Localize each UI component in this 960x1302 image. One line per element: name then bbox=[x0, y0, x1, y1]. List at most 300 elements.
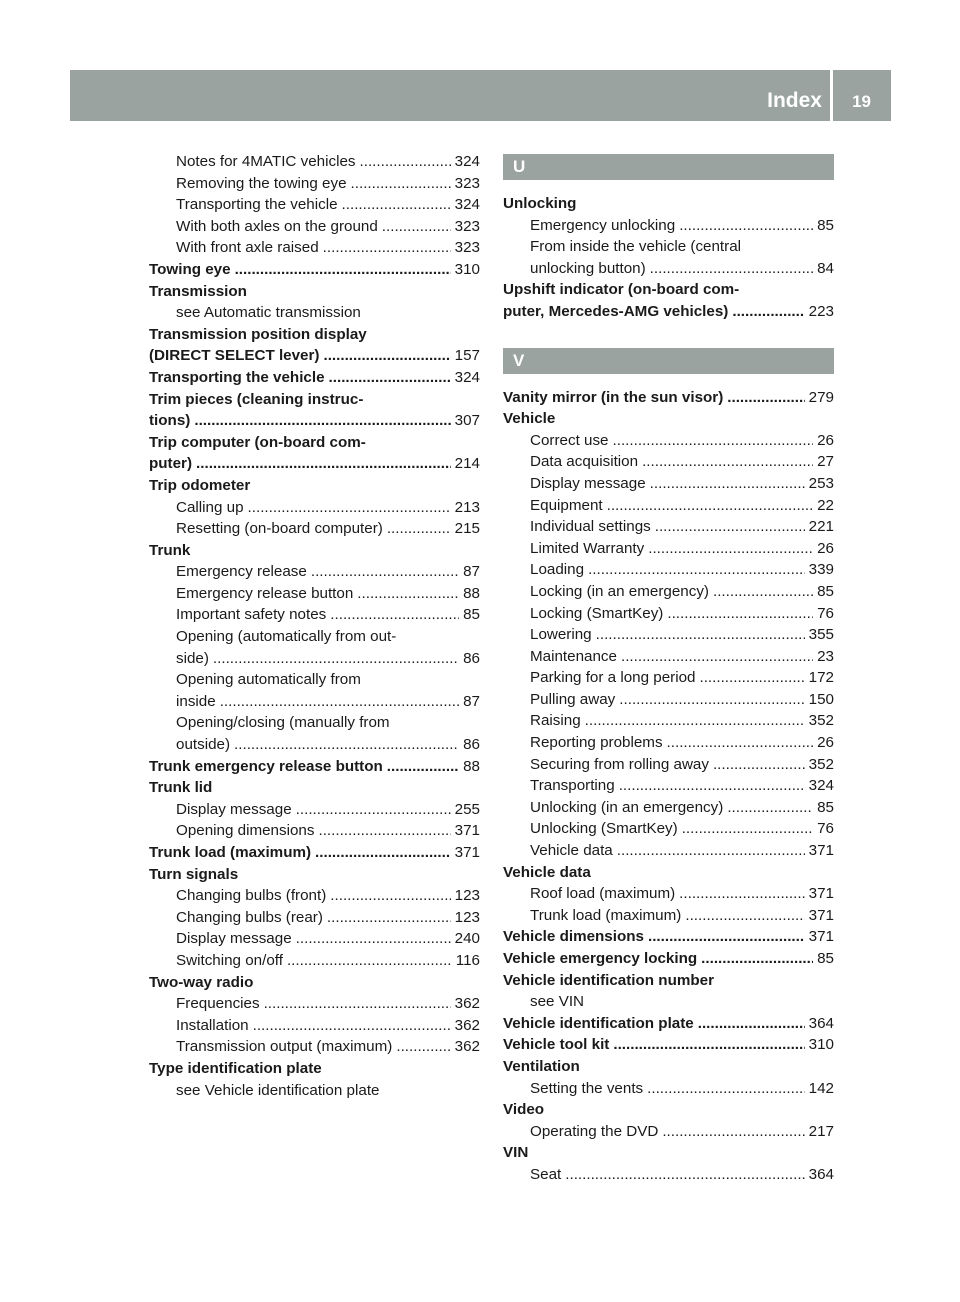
leader-dots bbox=[701, 948, 813, 970]
entry-line bbox=[149, 540, 480, 562]
entry-line bbox=[530, 840, 834, 862]
entry-line bbox=[530, 883, 834, 905]
entry-page: 27 bbox=[817, 453, 834, 471]
entry-page: 371 bbox=[808, 928, 834, 946]
leader-dots bbox=[235, 259, 451, 281]
index-subentry bbox=[149, 820, 480, 842]
leader-dots bbox=[682, 818, 813, 840]
entry-text: puter) bbox=[149, 455, 193, 473]
entry-text: Transmission bbox=[149, 282, 247, 300]
entry-page: 279 bbox=[808, 388, 834, 406]
index-subentry bbox=[149, 518, 480, 540]
entry-text: side) bbox=[176, 649, 209, 667]
entry-line bbox=[176, 734, 480, 756]
entry-text: Changing bulbs (rear) bbox=[176, 908, 323, 926]
entry-text: Vehicle emergency locking bbox=[503, 950, 698, 967]
entry-line bbox=[530, 732, 834, 754]
entry-page: 85 bbox=[817, 798, 834, 816]
entry-page: 364 bbox=[808, 1165, 834, 1183]
leader-dots bbox=[387, 756, 459, 778]
entry-line bbox=[530, 624, 834, 646]
leader-dots bbox=[667, 603, 813, 625]
index-subentry bbox=[503, 495, 834, 517]
leader-dots bbox=[727, 797, 813, 819]
leader-dots bbox=[650, 473, 805, 495]
entry-text: Raising bbox=[530, 712, 581, 730]
header-title: Index bbox=[767, 89, 822, 112]
index-entry bbox=[503, 387, 834, 409]
index-subentry bbox=[503, 797, 834, 819]
entry-text: Trunk load (maximum) bbox=[149, 844, 312, 861]
entry-text: Trunk bbox=[149, 541, 191, 559]
index-subentry bbox=[149, 173, 480, 195]
section-spacer bbox=[503, 323, 834, 345]
entry-text: Setting the vents bbox=[530, 1079, 644, 1097]
leader-dots bbox=[699, 667, 804, 689]
index-subentry bbox=[149, 497, 480, 519]
leader-dots bbox=[713, 754, 805, 776]
index-entry bbox=[503, 1034, 834, 1056]
index-entry bbox=[149, 777, 480, 799]
index-entry bbox=[149, 281, 480, 303]
index-subentry bbox=[503, 818, 834, 840]
entry-text: Calling up bbox=[176, 498, 244, 516]
leader-dots bbox=[621, 646, 813, 668]
index-entry bbox=[503, 970, 834, 992]
entry-line bbox=[530, 430, 834, 452]
entry-page: 364 bbox=[808, 1014, 834, 1032]
index-subentry bbox=[503, 646, 834, 668]
entry-text: Important safety notes bbox=[176, 606, 327, 624]
index-subentry bbox=[503, 624, 834, 646]
entry-line bbox=[176, 216, 480, 238]
entry-text: Video bbox=[503, 1101, 545, 1119]
entry-text: unlocking button) bbox=[530, 259, 646, 277]
entry-line bbox=[530, 603, 834, 625]
entry-line bbox=[176, 799, 480, 821]
entry-text: Locking (in an emergency) bbox=[530, 582, 709, 600]
entry-text: Two-way radio bbox=[149, 973, 254, 991]
leader-dots bbox=[196, 453, 451, 475]
entry-page: 310 bbox=[454, 260, 480, 278]
leader-dots bbox=[713, 581, 813, 603]
index-subentry bbox=[503, 840, 834, 862]
entry-line bbox=[149, 864, 480, 886]
index-subentry bbox=[149, 928, 480, 950]
leader-dots bbox=[667, 732, 814, 754]
leader-dots bbox=[650, 258, 813, 280]
leader-dots bbox=[351, 173, 451, 195]
index-subentry bbox=[503, 473, 834, 495]
entry-text: Ventilation bbox=[503, 1057, 580, 1075]
leader-dots bbox=[329, 367, 451, 389]
entry-page: 255 bbox=[454, 800, 480, 818]
index-entry bbox=[149, 864, 480, 886]
entry-text: Trunk lid bbox=[149, 779, 213, 797]
entry-text: Data acquisition bbox=[530, 453, 639, 471]
entry-text: Display message bbox=[176, 800, 292, 818]
leader-dots bbox=[387, 518, 451, 540]
leader-dots bbox=[619, 689, 804, 711]
index-entry bbox=[149, 324, 480, 367]
entry-page: 87 bbox=[463, 692, 480, 710]
entry-line bbox=[530, 495, 834, 517]
entry-page: 76 bbox=[817, 820, 834, 838]
entry-line bbox=[503, 1013, 834, 1035]
index-entry bbox=[149, 1058, 480, 1080]
entry-line bbox=[503, 862, 834, 884]
entry-page: 123 bbox=[454, 887, 480, 905]
entry-text: Equipment bbox=[530, 496, 603, 514]
entry-page: 371 bbox=[454, 844, 480, 861]
entry-text: Trunk load (maximum) bbox=[530, 906, 682, 924]
entry-line bbox=[530, 818, 834, 840]
entry-line bbox=[176, 497, 480, 519]
entry-text: Changing bulbs (front) bbox=[176, 887, 327, 905]
entry-page: 215 bbox=[454, 520, 480, 538]
index-subentry bbox=[503, 236, 834, 279]
entry-line bbox=[530, 516, 834, 538]
index-subentry bbox=[503, 215, 834, 237]
leader-dots bbox=[296, 928, 451, 950]
index-subentry bbox=[503, 883, 834, 905]
entry-page: 22 bbox=[817, 496, 834, 514]
leader-dots bbox=[596, 624, 805, 646]
entry-text: Opening dimensions bbox=[176, 822, 315, 840]
entry-text: Transmission position display bbox=[149, 325, 367, 343]
index-entry bbox=[503, 862, 834, 884]
entry-page: 310 bbox=[808, 1036, 834, 1054]
entry-page: 23 bbox=[817, 647, 834, 665]
entry-page: 26 bbox=[817, 431, 834, 449]
index-subentry bbox=[503, 775, 834, 797]
entry-text: Securing from rolling away bbox=[530, 755, 709, 773]
entry-text: Vehicle bbox=[503, 410, 556, 428]
entry-text: Emergency unlocking bbox=[530, 216, 676, 234]
entry-line bbox=[176, 626, 480, 648]
index-subentry bbox=[149, 950, 480, 972]
entry-text: Vehicle data bbox=[530, 842, 613, 860]
index-subentry bbox=[149, 561, 480, 583]
entry-page: 223 bbox=[808, 302, 834, 320]
entry-page: 214 bbox=[454, 455, 480, 473]
index-column-right bbox=[503, 151, 834, 1186]
leader-dots bbox=[648, 538, 813, 560]
entry-text: Trip computer (on-board com- bbox=[149, 433, 366, 451]
leader-dots bbox=[360, 151, 451, 173]
entry-line bbox=[530, 775, 834, 797]
entry-page: 85 bbox=[817, 216, 834, 234]
entry-line bbox=[530, 538, 834, 560]
leader-dots bbox=[357, 583, 459, 605]
entry-text: Transporting the vehicle bbox=[149, 368, 325, 386]
index-subentry bbox=[503, 689, 834, 711]
entry-text: Trip odometer bbox=[149, 476, 251, 494]
leader-dots bbox=[588, 559, 805, 581]
index-entry bbox=[149, 367, 480, 389]
entry-page: 116 bbox=[455, 951, 480, 969]
index-entry bbox=[149, 540, 480, 562]
entry-line bbox=[503, 193, 834, 215]
entry-line bbox=[530, 754, 834, 776]
entry-page: 371 bbox=[808, 885, 834, 903]
leader-dots bbox=[647, 1078, 805, 1100]
index-subentry bbox=[149, 302, 480, 324]
entry-text: Towing eye bbox=[149, 260, 231, 278]
index-subentry bbox=[503, 732, 834, 754]
entry-page: 142 bbox=[808, 1079, 834, 1097]
index-subentry bbox=[149, 1015, 480, 1037]
entry-page: 323 bbox=[454, 217, 480, 235]
leader-dots bbox=[264, 993, 451, 1015]
entry-text: Transporting the vehicle bbox=[176, 196, 338, 214]
index-subentry bbox=[503, 1121, 834, 1143]
leader-dots bbox=[685, 905, 804, 927]
entry-line bbox=[176, 604, 480, 626]
entry-line bbox=[503, 387, 834, 409]
entry-line bbox=[176, 1036, 480, 1058]
entry-text: see VIN bbox=[530, 993, 585, 1011]
entry-page: 172 bbox=[808, 669, 834, 687]
entry-text: puter, Mercedes-AMG vehicles) bbox=[503, 302, 729, 320]
leader-dots bbox=[382, 216, 451, 238]
entry-page: 76 bbox=[817, 604, 834, 622]
entry-page: 150 bbox=[808, 690, 834, 708]
entry-text: Correct use bbox=[530, 431, 609, 449]
leader-dots bbox=[607, 495, 813, 517]
entry-page: 240 bbox=[454, 930, 480, 948]
entry-text: Unlocking (SmartKey) bbox=[530, 820, 678, 838]
entry-text: Emergency release bbox=[176, 563, 307, 581]
entry-line bbox=[149, 345, 480, 367]
index-subentry bbox=[503, 559, 834, 581]
entry-line bbox=[176, 691, 480, 713]
index-subentry bbox=[503, 667, 834, 689]
entry-page: 324 bbox=[454, 196, 480, 214]
leader-dots bbox=[617, 840, 805, 862]
index-entry bbox=[149, 389, 480, 432]
index-subentry bbox=[503, 1078, 834, 1100]
entry-text: outside) bbox=[176, 736, 231, 754]
index-subentry bbox=[503, 905, 834, 927]
leader-dots bbox=[679, 215, 813, 237]
leader-dots bbox=[585, 710, 805, 732]
leader-dots bbox=[330, 604, 459, 626]
entry-line bbox=[530, 581, 834, 603]
entry-page: 85 bbox=[463, 606, 480, 624]
entry-text: Unlocking bbox=[503, 195, 577, 212]
leader-dots bbox=[613, 430, 814, 452]
index-subentry bbox=[503, 603, 834, 625]
entry-line bbox=[176, 712, 480, 734]
index-subentry bbox=[149, 1036, 480, 1058]
entry-page: 323 bbox=[454, 174, 480, 192]
leader-dots bbox=[619, 775, 805, 797]
leader-dots bbox=[662, 1121, 804, 1143]
entry-text: Vanity mirror (in the sun visor) bbox=[503, 388, 724, 406]
entry-line bbox=[503, 408, 834, 430]
entry-line bbox=[530, 689, 834, 711]
index-entry bbox=[503, 193, 834, 215]
entry-text: tions) bbox=[149, 412, 191, 430]
entry-line bbox=[503, 1142, 834, 1164]
entry-page: 86 bbox=[463, 649, 480, 667]
section-letter: V bbox=[503, 348, 834, 374]
index-subentry bbox=[149, 604, 480, 626]
entry-line bbox=[176, 237, 480, 259]
entry-line bbox=[503, 948, 834, 970]
entry-page: 157 bbox=[454, 347, 480, 365]
leader-dots bbox=[613, 1034, 804, 1056]
entry-line bbox=[176, 669, 480, 691]
entry-line bbox=[149, 281, 480, 303]
entry-line bbox=[176, 950, 480, 972]
entry-text: Seat bbox=[530, 1165, 562, 1183]
entry-line bbox=[503, 301, 834, 323]
entry-text: Locking (SmartKey) bbox=[530, 604, 664, 622]
entry-line bbox=[149, 410, 480, 432]
entry-text: Frequencies bbox=[176, 995, 260, 1013]
index-subentry bbox=[149, 993, 480, 1015]
entry-page: 362 bbox=[454, 1038, 480, 1056]
entry-text: Transmission output (maximum) bbox=[176, 1038, 393, 1056]
index-subentry bbox=[503, 430, 834, 452]
entry-text: Opening (automatically from out- bbox=[176, 628, 397, 646]
entry-line bbox=[530, 710, 834, 732]
leader-dots bbox=[323, 237, 451, 259]
entry-line bbox=[176, 194, 480, 216]
entry-line bbox=[149, 842, 480, 864]
entry-line bbox=[176, 518, 480, 540]
index-subentry bbox=[503, 538, 834, 560]
entry-text: Turn signals bbox=[149, 865, 239, 883]
entry-page: 88 bbox=[463, 584, 480, 602]
index-subentry bbox=[149, 1080, 480, 1102]
page-header bbox=[70, 70, 891, 121]
entry-page: 85 bbox=[817, 582, 834, 600]
entry-page: 253 bbox=[808, 474, 834, 492]
leader-dots bbox=[220, 691, 459, 713]
entry-line bbox=[149, 324, 480, 346]
entry-line bbox=[530, 473, 834, 495]
entry-page: 87 bbox=[463, 563, 480, 581]
leader-dots bbox=[327, 907, 451, 929]
entry-line bbox=[503, 279, 834, 301]
entry-text: Switching on/off bbox=[176, 951, 283, 969]
leader-dots bbox=[565, 1164, 804, 1186]
index-subentry bbox=[149, 885, 480, 907]
index-subentry bbox=[149, 669, 480, 712]
entry-page: 88 bbox=[463, 757, 480, 775]
entry-page: 323 bbox=[454, 239, 480, 257]
entry-line bbox=[176, 1080, 480, 1102]
leader-dots bbox=[248, 497, 451, 519]
entry-text: Trim pieces (cleaning instruc- bbox=[149, 390, 364, 408]
entry-page: 355 bbox=[808, 626, 834, 644]
entry-line bbox=[503, 1056, 834, 1078]
leader-dots bbox=[648, 926, 805, 948]
index-subentry bbox=[503, 581, 834, 603]
entry-line bbox=[176, 820, 480, 842]
header-divider bbox=[830, 70, 833, 121]
entry-line bbox=[530, 215, 834, 237]
entry-line bbox=[503, 1099, 834, 1121]
entry-text: Parking for a long period bbox=[530, 669, 696, 687]
entry-line bbox=[176, 1015, 480, 1037]
entry-text: inside bbox=[176, 692, 216, 710]
index-column-left bbox=[149, 151, 480, 1101]
index-entry bbox=[503, 1099, 834, 1121]
leader-dots bbox=[318, 820, 450, 842]
entry-line bbox=[530, 905, 834, 927]
entry-page: 324 bbox=[454, 368, 480, 386]
entry-line bbox=[530, 1078, 834, 1100]
leader-dots bbox=[330, 885, 450, 907]
index-entry bbox=[503, 1056, 834, 1078]
index-entry bbox=[503, 926, 834, 948]
index-subentry bbox=[503, 991, 834, 1013]
entry-line bbox=[530, 797, 834, 819]
index-entry bbox=[503, 948, 834, 970]
entry-page: 324 bbox=[454, 153, 480, 170]
entry-text: Display message bbox=[176, 930, 292, 948]
index-entry bbox=[149, 756, 480, 778]
entry-text: Removing the towing eye bbox=[176, 174, 347, 192]
entry-line bbox=[530, 559, 834, 581]
leader-dots bbox=[655, 516, 805, 538]
entry-line bbox=[176, 993, 480, 1015]
index-subentry bbox=[149, 237, 480, 259]
entry-text: Individual settings bbox=[530, 518, 651, 536]
entry-line bbox=[530, 1121, 834, 1143]
entry-line bbox=[149, 972, 480, 994]
entry-page: 371 bbox=[808, 842, 834, 860]
entry-text: Roof load (maximum) bbox=[530, 885, 676, 903]
index-subentry bbox=[149, 712, 480, 755]
entry-page: 362 bbox=[454, 1016, 480, 1034]
entry-line bbox=[530, 236, 834, 258]
entry-text: From inside the vehicle (central bbox=[530, 238, 742, 256]
index-subentry bbox=[503, 451, 834, 473]
entry-line bbox=[149, 259, 480, 281]
index-subentry bbox=[149, 151, 480, 173]
entry-line bbox=[176, 907, 480, 929]
entry-text: With both axles on the ground bbox=[176, 217, 378, 235]
index-entry bbox=[149, 432, 480, 475]
index-entry bbox=[149, 475, 480, 497]
entry-text: Maintenance bbox=[530, 647, 617, 665]
entry-page: 26 bbox=[817, 734, 834, 752]
entry-line bbox=[149, 389, 480, 411]
section-letter: U bbox=[503, 154, 834, 180]
entry-line bbox=[176, 173, 480, 195]
leader-dots bbox=[732, 301, 804, 323]
entry-text: (DIRECT SELECT lever) bbox=[149, 347, 320, 365]
entry-line bbox=[149, 367, 480, 389]
leader-dots bbox=[698, 1013, 805, 1035]
entry-line bbox=[530, 1164, 834, 1186]
entry-line bbox=[176, 151, 480, 173]
leader-dots bbox=[679, 883, 804, 905]
entry-page: 339 bbox=[808, 561, 834, 579]
entry-line bbox=[176, 561, 480, 583]
entry-line bbox=[503, 970, 834, 992]
entry-text: Operating the DVD bbox=[530, 1122, 659, 1140]
entry-page: 123 bbox=[454, 908, 480, 926]
entry-line bbox=[530, 667, 834, 689]
entry-text: Resetting (on-board computer) bbox=[176, 520, 383, 538]
entry-line bbox=[149, 475, 480, 497]
